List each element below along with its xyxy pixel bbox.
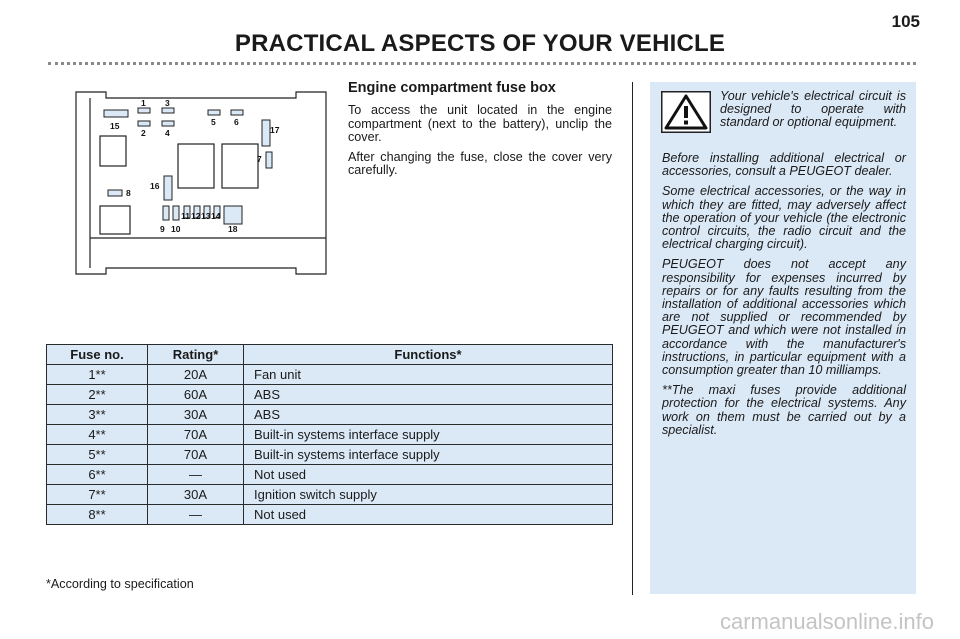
cell-function: Built-in systems interface supply <box>244 445 613 465</box>
page-number: 105 <box>891 12 920 31</box>
label-7: 7 <box>257 154 262 164</box>
table-row <box>47 365 613 385</box>
relay-left-bottom <box>100 206 130 234</box>
cell-fuse-no: 7** <box>47 485 148 505</box>
cell-fuse-no: 2** <box>47 385 148 405</box>
fuse-17 <box>262 120 270 146</box>
section-heading: Engine compartment fuse box <box>348 80 556 96</box>
fuse-8 <box>108 190 122 196</box>
fuse-9 <box>163 206 169 220</box>
label-9: 9 <box>160 224 165 234</box>
table-row <box>47 485 613 505</box>
cell-rating: 70A <box>148 445 244 465</box>
cell-function: ABS <box>244 385 613 405</box>
fuse-4 <box>162 121 174 126</box>
warning-body <box>662 152 906 444</box>
label-8: 8 <box>126 188 131 198</box>
cell-fuse-no: 1** <box>47 365 148 385</box>
warning-triangle-icon <box>661 91 711 133</box>
warning-panel <box>650 82 916 594</box>
label-6: 6 <box>234 117 239 127</box>
table-header-row <box>47 345 613 365</box>
fuse-7 <box>266 152 272 168</box>
warning-paragraph: Some electrical accessories, or the way in which they are fitted, may adversely affect the operation of your vehicle (the electronic control circuits, the radio circuit and the electrical charging circuit). <box>662 184 906 252</box>
fuse-2 <box>138 121 150 126</box>
fuse-box-diagram <box>70 86 332 280</box>
dotted-rule <box>48 62 916 65</box>
page-title: PRACTICAL ASPECTS OF YOUR VEHICLE <box>234 30 726 57</box>
label-10: 10 <box>171 224 181 234</box>
label-18: 18 <box>228 224 238 234</box>
fuse-5 <box>208 110 220 115</box>
cell-rating: 30A <box>148 485 244 505</box>
column-divider <box>632 82 633 595</box>
cell-rating: 60A <box>148 385 244 405</box>
fuse-3 <box>162 108 174 113</box>
label-4: 4 <box>165 128 170 138</box>
fuse-1 <box>138 108 150 113</box>
intro-paragraph: After changing the fuse, close the cover very carefully. <box>348 149 612 177</box>
cell-rating: — <box>148 465 244 485</box>
cell-rating: 20A <box>148 365 244 385</box>
intro-text <box>348 104 612 184</box>
footnote: *According to specification <box>46 577 194 591</box>
cell-fuse-no: 3** <box>47 405 148 425</box>
fuse-18 <box>224 206 242 224</box>
table-row <box>47 505 613 525</box>
warning-lead: Your vehicle's electrical circuit is designed to operate with standard or optional equipment. <box>720 89 906 130</box>
cell-fuse-no: 5** <box>47 445 148 465</box>
fuse-table <box>46 344 613 525</box>
warning-paragraph: PEUGEOT does not accept any responsibility for expenses incurred by repairs or for any faults resulting from the installation of additional accessories which are not supplied or recommended by PEUGEOT and which were not installed in accordance with the manufacturer's instructions, in particular equipment with a consumption greater than 10 milliamps. <box>662 257 906 378</box>
warning-paragraph: **The maxi fuses provide additional protection for the electrical systems. Any work on them must be carried out by a specialist. <box>662 383 906 437</box>
cell-function: Not used <box>244 505 613 525</box>
label-15: 15 <box>110 121 120 131</box>
label-5: 5 <box>211 117 216 127</box>
cell-rating: 70A <box>148 425 244 445</box>
fuse-6 <box>231 110 243 115</box>
label-13: 13 <box>201 211 211 221</box>
cell-rating: — <box>148 505 244 525</box>
cell-function: Ignition switch supply <box>244 485 613 505</box>
cell-fuse-no: 8** <box>47 505 148 525</box>
label-2: 2 <box>141 128 146 138</box>
relay-left-top <box>100 136 126 166</box>
table-row <box>47 425 613 445</box>
table-row <box>47 445 613 465</box>
cell-function: Built-in systems interface supply <box>244 425 613 445</box>
relay-centre-2 <box>222 144 258 188</box>
fuse-10 <box>173 206 179 220</box>
intro-paragraph: To access the unit located in the engine compartment (next to the battery), unclip the cover. <box>348 103 612 144</box>
cell-function: Not used <box>244 465 613 485</box>
fuse-16 <box>164 176 172 200</box>
cell-fuse-no: 4** <box>47 425 148 445</box>
header-rating: Rating* <box>148 345 244 365</box>
warning-paragraph: Before installing additional electrical or accessories, consult a PEUGEOT dealer. <box>662 151 906 179</box>
header-fuse-no: Fuse no. <box>47 345 148 365</box>
label-14: 14 <box>211 211 221 221</box>
cell-function: Fan unit <box>244 365 613 385</box>
table-row <box>47 385 613 405</box>
cell-rating: 30A <box>148 405 244 425</box>
fuse-15 <box>104 110 128 117</box>
label-11: 11 <box>181 211 190 221</box>
table-row <box>47 405 613 425</box>
label-12: 12 <box>191 211 201 221</box>
relay-centre-1 <box>178 144 214 188</box>
cell-fuse-no: 6** <box>47 465 148 485</box>
label-1: 1 <box>141 98 146 108</box>
header-functions: Functions* <box>244 345 613 365</box>
table-row <box>47 465 613 485</box>
label-17: 17 <box>270 125 280 135</box>
label-3: 3 <box>165 98 170 108</box>
cell-function: ABS <box>244 405 613 425</box>
label-16: 16 <box>150 181 160 191</box>
watermark: carmanualsonline.info <box>719 609 934 634</box>
